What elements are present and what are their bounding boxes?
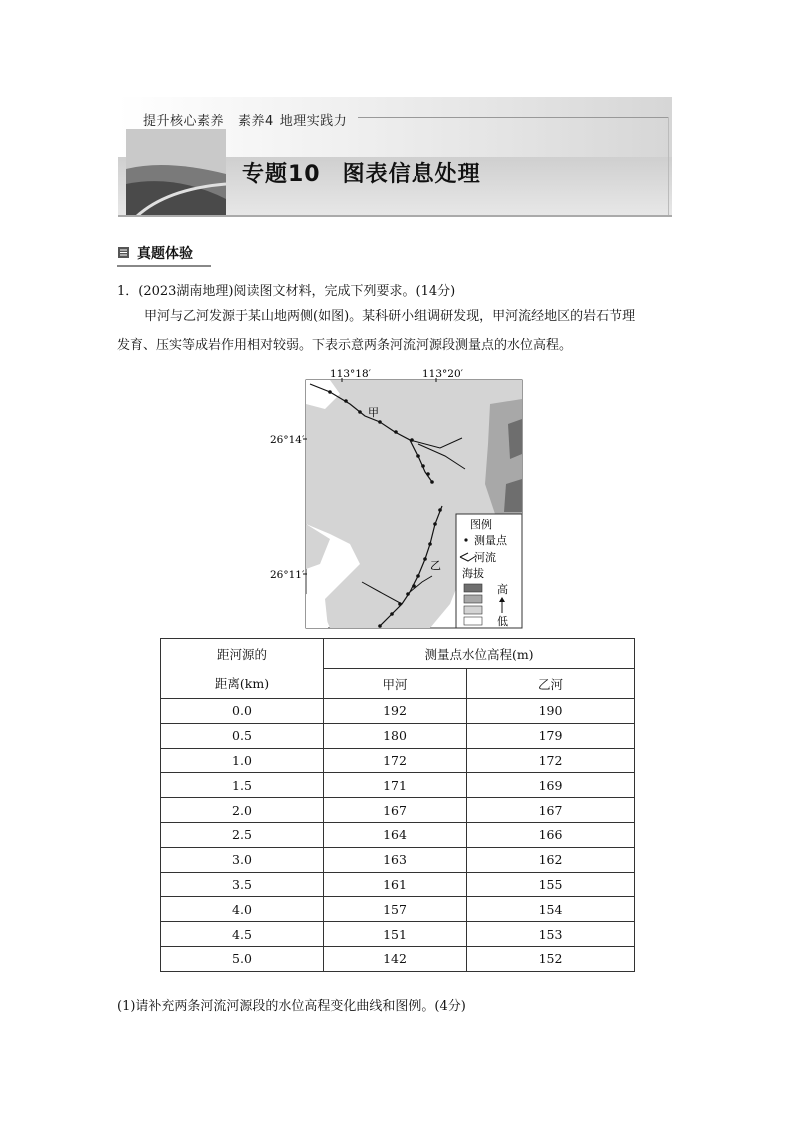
table-row: [161, 798, 635, 823]
elevation-table: [160, 638, 635, 972]
table-row: [161, 748, 635, 773]
table-cell-d: 4.0: [161, 897, 324, 922]
legend-high: 高: [497, 583, 508, 596]
legend-river: 河流: [474, 551, 496, 564]
table-cell-jia: 180: [324, 723, 467, 748]
header-elevation: 测量点水位高程(m): [324, 639, 635, 669]
legend-elev: 海拔: [462, 567, 484, 580]
map-figure: [270, 364, 530, 634]
header-yi: 乙河: [467, 669, 635, 699]
river-map: [270, 364, 530, 634]
banner-frame-right: [668, 117, 669, 215]
table-cell-yi: 152: [467, 946, 635, 971]
section-heading: [117, 241, 211, 267]
kicker-3: 地理实践力: [279, 114, 348, 129]
banner-frame-bottom: [118, 215, 672, 217]
table-cell-d: 1.0: [161, 748, 324, 773]
lat-label-1: 26°14′: [270, 434, 305, 446]
header-distance: [161, 639, 324, 699]
table-row: [161, 847, 635, 872]
table-cell-d: 0.5: [161, 723, 324, 748]
table-cell-jia: 163: [324, 847, 467, 872]
kicker-2: 素养4: [238, 114, 274, 129]
table-cell-d: 0.0: [161, 699, 324, 724]
lon-label-2: 113°20′: [422, 368, 464, 380]
table-cell-yi: 166: [467, 822, 635, 847]
table-cell-yi: 154: [467, 897, 635, 922]
table-cell-jia: 151: [324, 922, 467, 947]
question-intro: 1．(2023湖南地理)阅读图文材料，完成下列要求。(14分): [117, 284, 456, 299]
table-cell-yi: 179: [467, 723, 635, 748]
table-cell-jia: 161: [324, 872, 467, 897]
table-row: [161, 699, 635, 724]
kicker-1: 提升核心素养: [143, 114, 225, 129]
label-jia: 甲: [368, 406, 379, 419]
legend-point: 测量点: [474, 534, 507, 547]
table-cell-d: 3.0: [161, 847, 324, 872]
table-cell-jia: 171: [324, 773, 467, 798]
table-row: [161, 897, 635, 922]
legend-title: 图例: [470, 518, 492, 531]
table-cell-yi: 167: [467, 798, 635, 823]
table-row: [161, 922, 635, 947]
table-cell-yi: 190: [467, 699, 635, 724]
table-cell-yi: 172: [467, 748, 635, 773]
legend-low: 低: [497, 615, 508, 628]
table-cell-yi: 155: [467, 872, 635, 897]
table-cell-jia: 164: [324, 822, 467, 847]
question-para-line1: 甲河与乙河发源于某山地两侧(如图)。某科研小组调研发现，甲河流经地区的岩石节理: [144, 309, 636, 324]
table-cell-yi: 162: [467, 847, 635, 872]
table-cell-jia: 157: [324, 897, 467, 922]
table-cell-yi: 153: [467, 922, 635, 947]
question-para-line2: 发育、压实等成岩作用相对较弱。下表示意两条河流河源段测量点的水位高程。: [117, 338, 573, 353]
table-cell-d: 2.0: [161, 798, 324, 823]
title-number: 专题10: [242, 162, 321, 187]
table-cell-jia: 142: [324, 946, 467, 971]
header-distance-line2: 距离(km): [214, 675, 270, 691]
header-jia: 甲河: [324, 669, 467, 699]
banner-coast-image: [126, 129, 226, 217]
table-cell-d: 2.5: [161, 822, 324, 847]
question-sub1: (1)请补充两条河流河源段的水位高程变化曲线和图例。(4分): [117, 999, 466, 1014]
table-cell-d: 4.5: [161, 922, 324, 947]
table-cell-jia: 192: [324, 699, 467, 724]
header-distance-line1: 距河源的: [216, 646, 267, 662]
section-label: 真题体验: [137, 246, 193, 262]
table-row: [161, 946, 635, 971]
table-cell-yi: 169: [467, 773, 635, 798]
table-row: [161, 822, 635, 847]
lon-label-1: 113°18′: [330, 368, 372, 380]
document-icon: [117, 246, 130, 259]
table-cell-jia: 172: [324, 748, 467, 773]
table-cell-d: 5.0: [161, 946, 324, 971]
map-high-elev: [508, 419, 522, 459]
page-title: [242, 157, 481, 188]
lat-label-2: 26°11′: [270, 569, 305, 581]
title-text: 图表信息处理: [342, 162, 481, 187]
chapter-banner: [118, 97, 672, 217]
table-cell-d: 1.5: [161, 773, 324, 798]
table-cell-d: 3.5: [161, 872, 324, 897]
banner-kicker: [143, 110, 361, 129]
table-row: [161, 872, 635, 897]
table-row: [161, 773, 635, 798]
table-cell-jia: 167: [324, 798, 467, 823]
banner-rule: [358, 117, 668, 118]
label-yi: 乙: [430, 559, 441, 572]
table-row: [161, 723, 635, 748]
